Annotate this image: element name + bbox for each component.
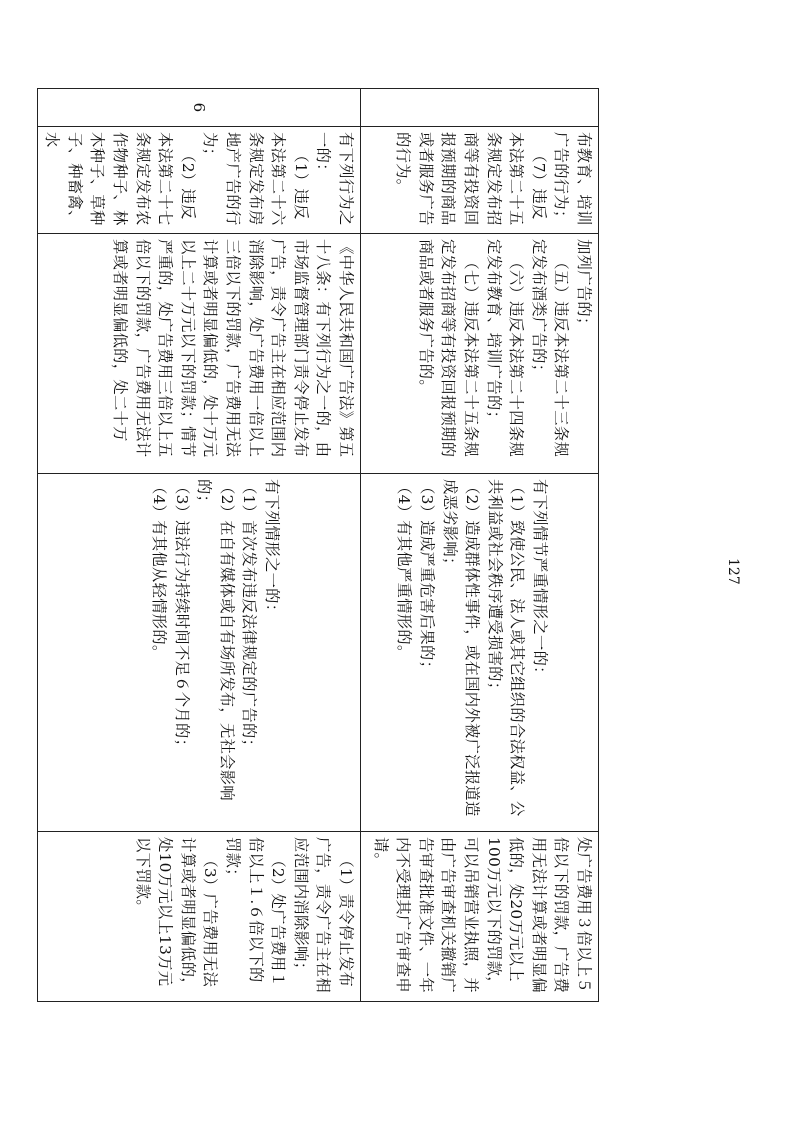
table-row <box>361 89 599 1002</box>
legal-basis-text: （六）违反本法第二十四条规定发布教育、培训广告的； <box>484 239 526 458</box>
penalty-text: （3）广告费用无法计算或者明显偏低的，处10万元以上13万元以下罚款。 <box>133 837 220 993</box>
penalty-text: 处广告费用３倍以上５倍以下的罚款，广告费用无法计算或者明显偏低的，处20万元以上100万元以下的罚款，可以吊销营业执照，并由广告审查机关撤销广告审查批准文件、一年内不受理其广告审查申请。 <box>371 837 593 993</box>
violation-text: （1）违反本法第二十六条规定发布房地产广告的行为； <box>201 132 310 226</box>
penalty-text: （2）处广告费用１倍以上１.６倍以下的罚款； <box>224 837 288 988</box>
circumstance-text: （2）造成群体性事件，或在国内外被广泛报道造成恶劣影响； <box>440 479 482 817</box>
circumstance-text: 有下列情节严重情形之一的： <box>531 479 549 682</box>
circumstance-text: （4）有其他从轻情形的。 <box>150 479 169 661</box>
page-number: 127 <box>725 558 741 585</box>
legal-basis-cell <box>361 234 599 474</box>
legal-basis-text: 加列广告的； <box>575 239 593 333</box>
circumstance-text: （1）首次发布违反法律规定的广告的； <box>240 479 259 755</box>
penalty-table <box>37 88 599 1002</box>
penalty-cell <box>37 832 360 1002</box>
violation-text: （2）违反本法第二十七条规定发布农作物种子、林木种子、草种子、种畜禽、水 <box>43 132 197 226</box>
table-row <box>37 89 360 1002</box>
penalty-cell <box>361 832 599 1002</box>
circumstance-text: （1）致使公民、法人或其它组织的合法权益、公共利益或社会秩序遭受损害的； <box>485 479 527 817</box>
row-number <box>361 89 599 127</box>
legal-basis-text: （七）违反本法第二十五条规定发布招商等有投资回报预期的商品或者服务广告的。 <box>416 239 481 458</box>
circumstance-text: （4）有其他严重情形的。 <box>395 479 414 661</box>
penalty-text: （1）责令停止发布广告，责令广告主在相应范围内消除影响； <box>291 837 355 993</box>
legal-basis-text: 《中华人民共和国广告法》第五十八条：有下列行为之一的，由市场监督管理部门责令停止发布广告，责令广告主在相应范围内消除影响，处广告费用一倍以上三倍以下的罚款，广告费用无法计算或者明显偏低的，处十万元以上二十万元以下的罚款；情节严重的，处广告费用三倍以上五倍以下的罚款，广告费用无法计算或者明显偏低的，处二十万 <box>111 239 355 458</box>
circumstance-text: （3）违法行为持续时间不足６个月的； <box>172 479 191 755</box>
circumstance-text: （2）在自有媒体或自有场所发布，无社会影响的； <box>195 479 236 801</box>
legal-basis-cell <box>37 234 360 474</box>
violation-text: （7）违反本法第二十五条规定发布招商等有投资回报预期的商品或者服务广告的行为。 <box>394 132 548 226</box>
circumstance-text: （3）造成严重危害后果的； <box>418 479 437 677</box>
violation-text: 布教育、培训广告的行为； <box>552 132 593 226</box>
violation-cell <box>361 127 599 234</box>
circumstance-text: 有下列情形之一的： <box>263 479 281 620</box>
violation-text: 有下列行为之一的： <box>314 132 355 226</box>
row-number: 6 <box>37 89 360 127</box>
violation-cell <box>37 127 360 234</box>
circumstance-cell <box>37 474 360 832</box>
legal-basis-text: （五）违反本法第二十三条规定发布酒类广告的； <box>529 239 571 458</box>
rotated-table-container <box>43 88 599 1001</box>
circumstance-cell <box>361 474 599 832</box>
